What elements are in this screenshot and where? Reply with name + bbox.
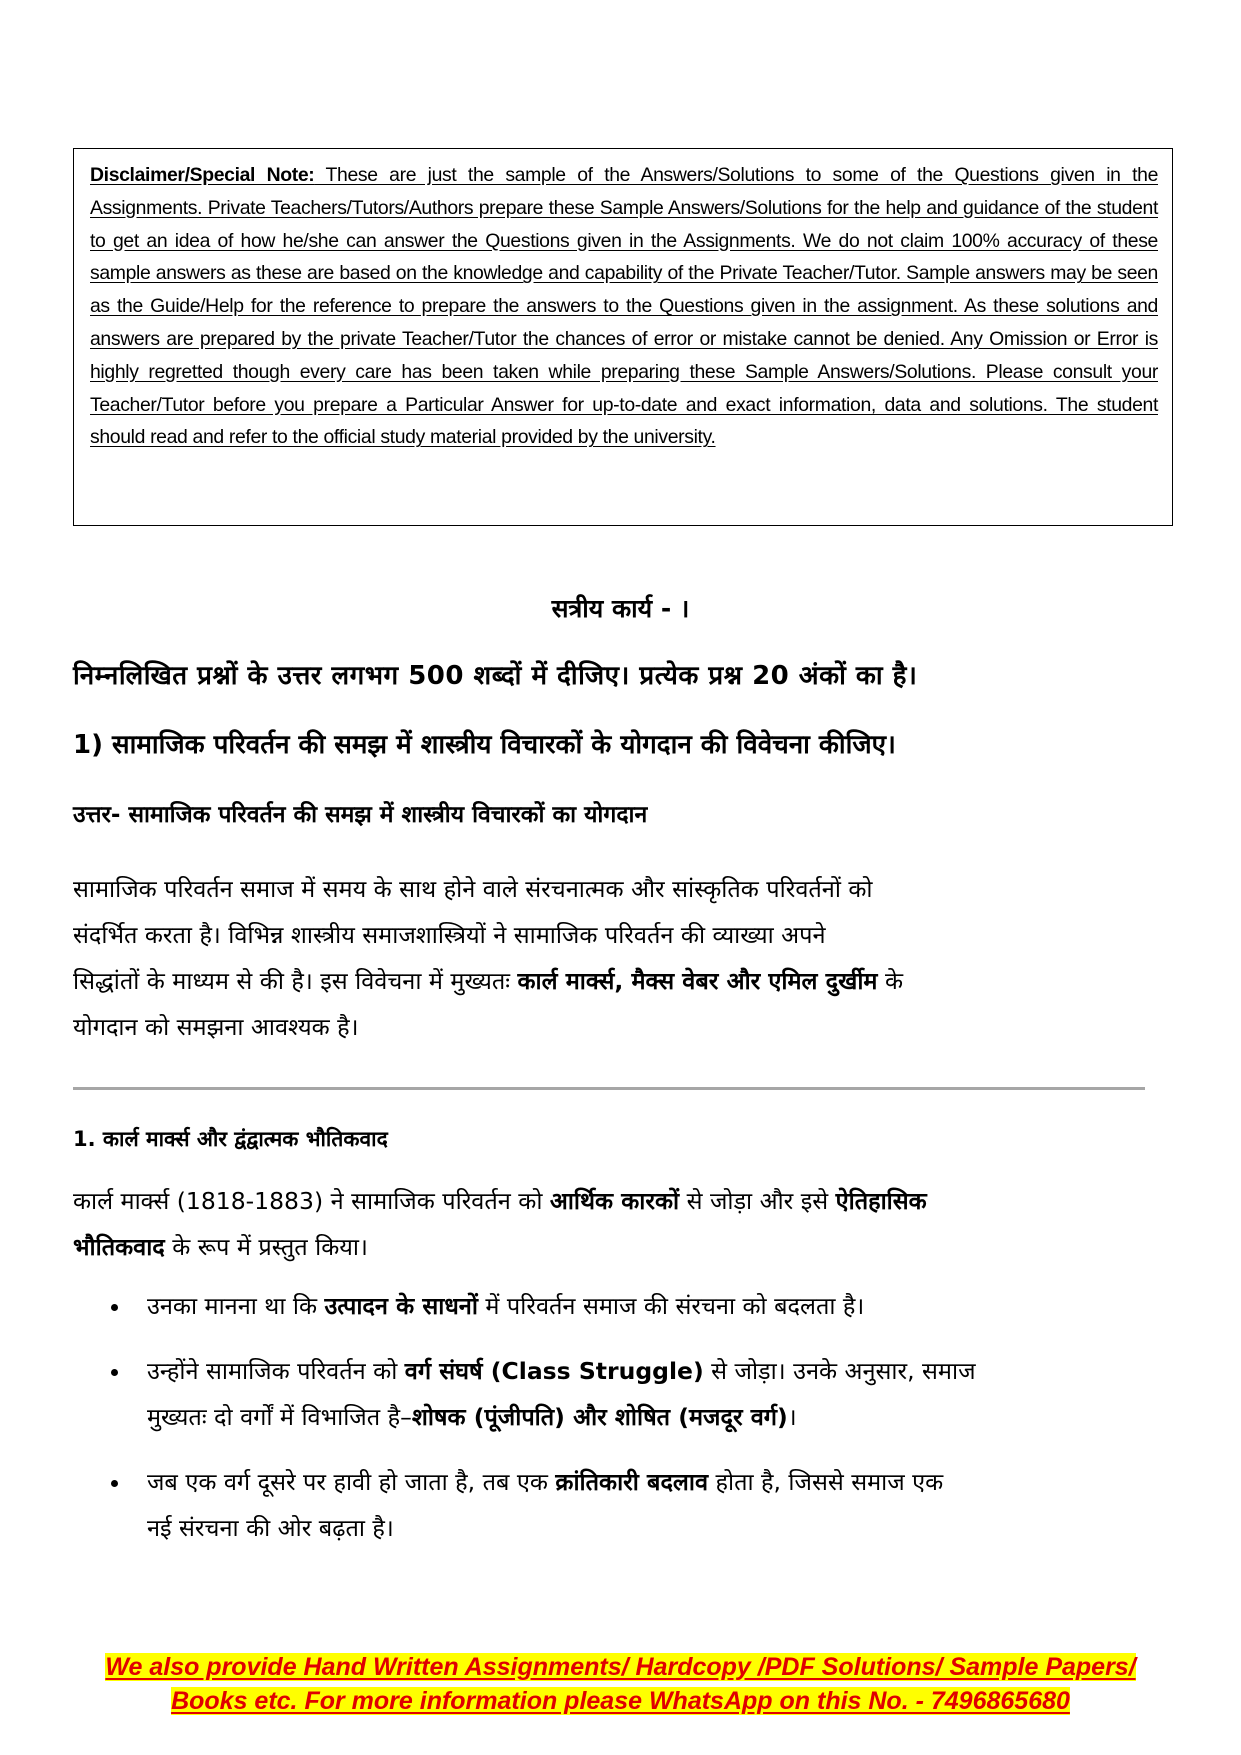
intro-text: सिद्धांतों के माध्यम से की है। इस विवेचना में मुख्यतः — [73, 967, 518, 995]
list-text: में परिवर्तन समाज की संरचना को बदलता है। — [477, 1292, 865, 1320]
bold-term: ऐतिहासिक — [835, 1187, 927, 1215]
list-text: से जोड़ा। उनके अनुसार, समाज — [703, 1357, 976, 1385]
intro-text: के — [877, 967, 904, 995]
intro-line: योगदान को समझना आवश्यक है। — [73, 1013, 359, 1041]
list-text: । — [787, 1403, 797, 1431]
promo-line-2: Books etc. For more information please WhatsApp on this No. - 7496865680 — [171, 1687, 1070, 1715]
marx-paragraph — [73, 1178, 1153, 1270]
list-text: मुख्यतः दो वर्गों में विभाजित है– — [147, 1403, 412, 1431]
list-text: होता है, जिससे समाज एक — [708, 1468, 944, 1496]
question-heading: 1) सामाजिक परिवर्तन की समझ में शास्त्रीय विचारकों के योगदान की विवेचना कीजिए। — [73, 730, 896, 760]
list-item — [73, 1348, 1153, 1440]
list-item-line — [147, 1505, 1153, 1551]
list-item — [73, 1459, 1153, 1551]
bold-term: वर्ग संघर्ष (Class Struggle) — [404, 1357, 704, 1385]
list-text: उनका मानना था कि — [147, 1292, 325, 1320]
list-item-line — [147, 1283, 1153, 1329]
bold-term: आर्थिक कारकों — [549, 1187, 680, 1215]
bullet-icon — [111, 1480, 118, 1487]
answer-heading: उत्तर- सामाजिक परिवर्तन की समझ में शास्त्रीय विचारकों का योगदान — [73, 802, 648, 828]
bold-term: शोषक (पूंजीपति) और शोषित (मजदूर वर्ग) — [411, 1403, 788, 1431]
paragraph-text: कार्ल मार्क्स (1818-1883) ने सामाजिक परिवर्तन को — [73, 1187, 550, 1215]
disclaimer-label: Disclaimer/Special Note: — [90, 164, 315, 186]
disclaimer-body: These are just the sample of the Answers/Solutions to some of the Questions given in the Assignments. Private Teachers/Tutors/Authors prepare these Sample Answers/Solutions for the help and guidance of the student to get an idea of how he/she can answer the Questions given in the Assignments. We do not claim 100% accuracy of these sample answers as these are based on the knowledge and capability of the Private Teacher/Tutor. Sample answers may be seen as the Guide/Help for the reference to prepare the answers to the Questions given in the assignment. As these solutions and answers are prepared by the private Teacher/Tutor the chances of error or mistake cannot be denied. Any Omission or Error is highly regretted though every care has been taken while preparing these Sample Answers/Solutions. Please consult your Teacher/Tutor before you prepare a Particular Answer for up-to-date and exact information, data and solutions. The student should read and refer to the official study material provided by the university. — [90, 164, 1159, 449]
intro-paragraph — [73, 866, 1153, 1050]
list-text: उन्होंने सामाजिक परिवर्तन को — [147, 1357, 405, 1385]
list-item-line — [147, 1348, 1153, 1394]
bullet-icon — [111, 1304, 118, 1311]
bold-term: क्रांतिकारी बदलाव — [555, 1468, 709, 1496]
bold-term: उत्पादन के साधनों — [324, 1292, 478, 1320]
list-text: नई संरचना की ओर बढ़ता है। — [147, 1514, 394, 1542]
intro-line — [73, 958, 1153, 1004]
paragraph-line — [73, 1224, 1153, 1270]
promo-line-1: We also provide Hand Written Assignments/ Hardcopy /PDF Solutions/ Sample Papers/ — [105, 1653, 1136, 1681]
assignment-title: सत्रीय कार्य - । — [551, 594, 690, 623]
bold-term: भौतिकवाद — [73, 1233, 165, 1261]
horizontal-divider — [73, 1087, 1145, 1090]
list-item-line — [147, 1394, 1153, 1440]
list-item — [73, 1283, 1153, 1329]
paragraph-text: से जोड़ा और इसे — [679, 1187, 836, 1215]
disclaimer-text — [90, 159, 1158, 454]
disclaimer-box — [73, 148, 1173, 526]
thinkers-names: कार्ल मार्क्स, मैक्स वेबर और एमिल दुर्खीम — [517, 967, 878, 995]
list-text: जब एक वर्ग दूसरे पर हावी हो जाता है, तब एक — [147, 1468, 556, 1496]
paragraph-text: के रूप में प्रस्तुत किया। — [164, 1233, 368, 1261]
instruction: निम्नलिखित प्रश्नों के उत्तर लगभग 500 शब्दों में दीजिए। प्रत्येक प्रश्न 20 अंकों का है। — [73, 661, 918, 691]
promo-banner — [0, 1650, 1241, 1718]
intro-line: सामाजिक परिवर्तन समाज में समय के साथ होने वाले संरचनात्मक और सांस्कृतिक परिवर्तनों को — [73, 875, 873, 903]
list-item-line — [147, 1459, 1153, 1505]
paragraph-line — [73, 1178, 1153, 1224]
section-heading-marx: 1. कार्ल मार्क्स और द्वंद्वात्मक भौतिकवाद — [73, 1127, 388, 1151]
intro-line: संदर्भित करता है। विभिन्न शास्त्रीय समाजशास्त्रियों ने सामाजिक परिवर्तन की व्याख्या अपने — [73, 921, 826, 949]
bullet-icon — [111, 1369, 118, 1376]
bullet-list — [73, 1283, 1153, 1570]
